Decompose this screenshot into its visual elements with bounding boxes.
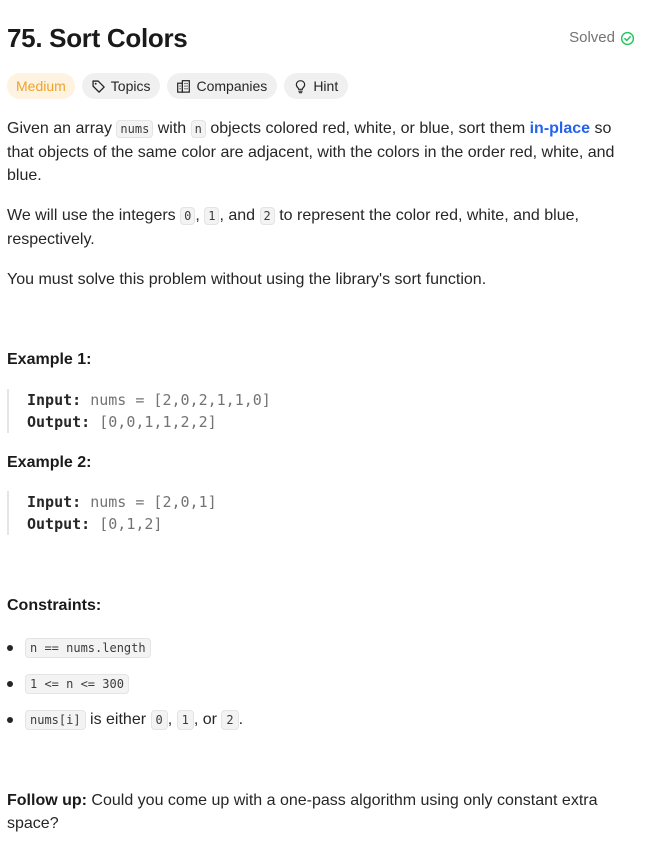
text: so that objects of the same color are adjacent, with the colors in the order red, white, and blue.	[7, 120, 615, 184]
inline-code: nums[i]	[25, 710, 86, 730]
constraints-title: Constraints:	[7, 597, 102, 614]
constraint-item	[7, 708, 243, 732]
problem-header	[7, 22, 635, 56]
text: , and	[219, 207, 260, 224]
input-value: nums = [2,0,2,1,1,0]	[81, 391, 271, 409]
inline-code: 1 <= n <= 300	[25, 674, 129, 694]
output-value: [0,0,1,1,2,2]	[90, 413, 217, 431]
inline-code: n == nums.length	[25, 638, 151, 658]
building-icon	[176, 79, 191, 94]
input-label: Input:	[27, 391, 82, 409]
problem-title: 75. Sort Colors	[7, 23, 188, 53]
tag-icon	[91, 79, 106, 94]
inline-code: n	[191, 120, 206, 138]
follow-up-label: Follow up:	[7, 792, 87, 809]
example-1-output	[27, 411, 271, 433]
text: We will use the integers	[7, 207, 181, 224]
input-value: nums = [2,0,1]	[81, 493, 217, 511]
topics-label: Topics	[110, 78, 151, 94]
constraint-item	[7, 636, 151, 660]
example-1-input	[27, 389, 271, 411]
inline-code: 0	[180, 207, 195, 225]
input-label: Input:	[27, 493, 82, 511]
companies-button[interactable]	[167, 73, 277, 99]
inline-code: 1	[204, 207, 219, 225]
description-paragraph-3: You must solve this problem without using the library's sort function.	[7, 271, 487, 288]
lightbulb-icon	[293, 79, 308, 94]
text: objects colored red, white, or blue, sort them	[205, 120, 530, 137]
inline-code: 2	[260, 207, 275, 225]
text: , or	[193, 711, 222, 728]
in-place-link[interactable]: in-place	[529, 120, 591, 137]
check-circle-icon	[620, 31, 635, 46]
text: .	[238, 711, 244, 728]
difficulty-label: Medium	[16, 78, 66, 94]
problem-tags	[7, 73, 348, 99]
output-label: Output:	[27, 515, 91, 533]
solved-status	[569, 29, 635, 47]
example-1-block	[7, 389, 271, 433]
follow-up	[7, 789, 627, 835]
inline-code: nums	[116, 120, 153, 138]
text: is either	[85, 711, 151, 728]
example-2-input	[27, 491, 217, 513]
text: ,	[195, 207, 205, 224]
example-1-title: Example 1:	[7, 351, 92, 368]
hint-button[interactable]	[284, 73, 348, 99]
hint-label: Hint	[313, 78, 339, 94]
companies-label: Companies	[196, 78, 268, 94]
follow-up-text: Could you come up with a one-pass algorithm using only constant extra space?	[7, 792, 598, 832]
example-2-title: Example 2:	[7, 454, 92, 471]
text: ,	[167, 711, 177, 728]
description-paragraph-2	[7, 204, 627, 251]
example-2-output	[27, 513, 217, 535]
bullet-dot	[7, 681, 13, 687]
topics-button[interactable]	[82, 73, 161, 99]
constraint-item	[7, 672, 129, 696]
inline-code: 0	[151, 710, 168, 730]
description-paragraph-1	[7, 117, 627, 187]
difficulty-badge	[7, 73, 75, 99]
solved-label: Solved	[569, 29, 615, 46]
bullet-dot	[7, 717, 13, 723]
text: with	[153, 120, 191, 137]
text: to represent the color red, white, and blue, respectively.	[7, 207, 579, 248]
output-label: Output:	[27, 413, 91, 431]
bullet-dot	[7, 645, 13, 651]
inline-code: 2	[221, 710, 238, 730]
example-2-block	[7, 491, 217, 535]
output-value: [0,1,2]	[90, 515, 163, 533]
inline-code: 1	[177, 710, 194, 730]
text: Given an array	[7, 120, 117, 137]
